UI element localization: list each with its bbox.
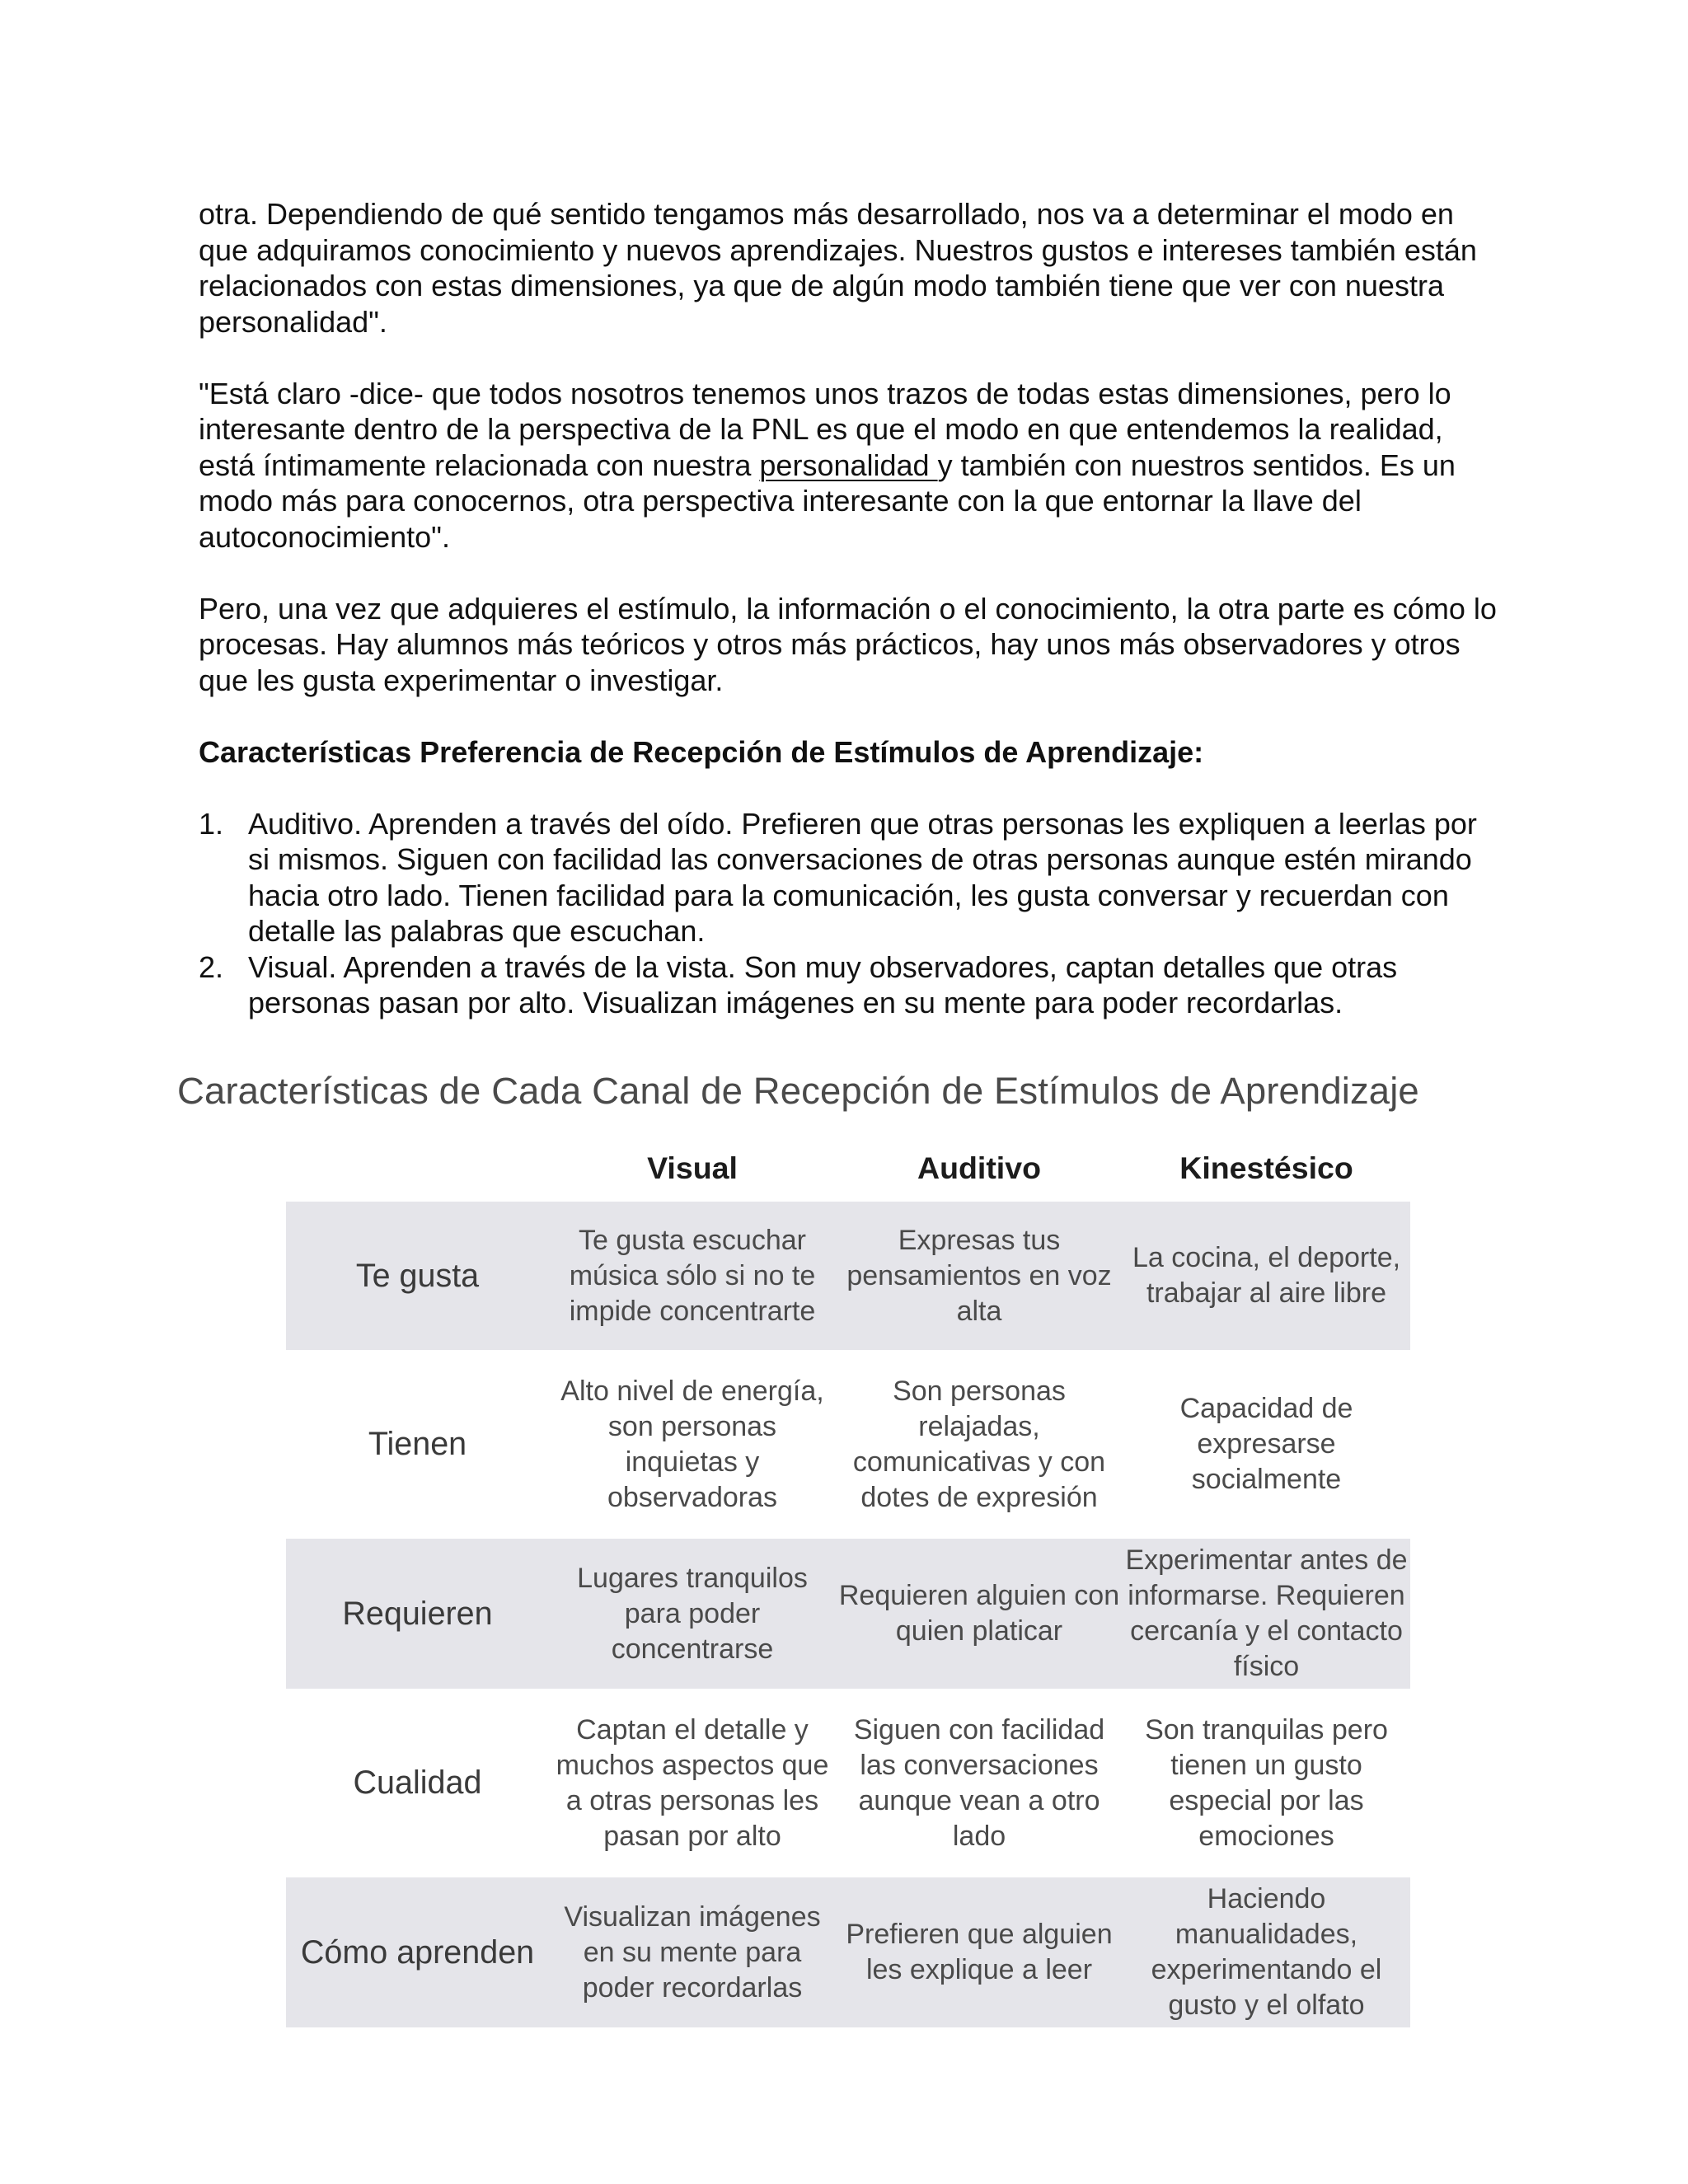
table-row [286, 1350, 1410, 1539]
table-cell: Capacidad de expresarse socialmente [1179, 1393, 1353, 1495]
column-header-kinestesico: Kinestésico [1179, 1151, 1353, 1185]
table-header-row [286, 1147, 1410, 1202]
personalidad-link[interactable]: personalidad [759, 448, 938, 482]
table-cell: Haciendo manualidades, experimentando el gusto y el olfato [1151, 1883, 1382, 2021]
section-heading: Características Preferencia de Recepción de Estímulos de Aprendizaje: [199, 734, 1204, 769]
row-label: Cualidad [353, 1765, 482, 1801]
list-number: 1. [199, 806, 224, 841]
row-label: Tienen [368, 1426, 467, 1462]
paragraph-text: y también con nuestros sentidos. Es un modo más para conocernos, otra perspectiva interesante con la que entornar la llave del autoconocimiento". [199, 448, 1456, 554]
figure-title: Características de Cada Canal de Recepción de Estímulos de Aprendizaje [177, 1070, 1419, 1112]
table-cell: Captan el detalle y muchos aspectos que a otras personas les pasan por alto [556, 1713, 829, 1852]
column-header-auditivo: Auditivo [917, 1151, 1041, 1185]
table-cell: Lugares tranquilos para poder concentrarse [577, 1562, 808, 1665]
row-label: Cómo aprenden [300, 1933, 535, 1971]
table-row [286, 1689, 1410, 1877]
document-body [199, 196, 1501, 1021]
list-item-text: Auditivo. Aprenden a través del oído. Prefieren que otras personas les expliquen a leerlas por si mismos. Siguen con facilidad las conversaciones de otras personas aunque estén mirando hacia otro lado. Tienen facilidad para la comunicación, les gusta conversar y recuerdan con detalle las palabras que escuchan. [248, 806, 1477, 948]
column-header-visual: Visual [647, 1151, 738, 1185]
row-label: Requieren [342, 1595, 493, 1632]
list-item-text: Visual. Aprenden a través de la vista. Son muy observadores, captan detalles que otras personas pasan por alto. Visualizan imágenes en su mente para poder recordarlas. [248, 949, 1398, 1019]
paragraph: otra. Dependiendo de qué sentido tengamos más desarrollado, nos va a determinar el modo en que adquiramos conocimiento y nuevos aprendizajes. Nuestros gustos e intereses también están relacionados con estas dimensiones, ya que de algún modo también tiene que ver con nuestra personalidad". [199, 197, 1477, 339]
table-cell: Son tranquilas pero tienen un gusto especial por las emociones [1145, 1713, 1388, 1852]
table-cell: Son personas relajadas, comunicativas y con dotes de expresión [852, 1375, 1106, 1513]
table-row [286, 1202, 1410, 1350]
paragraph: Pero, una vez que adquieres el estímulo, la información o el conocimiento, la otra parte es cómo lo procesas. Hay alumnos más teóricos y otros más prácticos, hay unos más observadores y otros que les gusta experimentar o investigar. [199, 591, 1497, 697]
header-corner [286, 1147, 549, 1202]
list-number: 2. [199, 949, 224, 984]
table-cell: Experimentar antes de informarse. Requieren cercanía y el contacto físico [1125, 1544, 1408, 1682]
table-cell: La cocina, el deporte, trabajar al aire libre [1132, 1242, 1401, 1309]
list-item [199, 949, 1501, 1021]
table-row [286, 1539, 1410, 1689]
paragraph-text: "Está claro -dice- que todos nosotros tenemos unos trazos de todas estas dimensiones, pero lo interesante dentro de la perspectiva de la PNL es que el modo en que entendemos la realidad, está íntimamente relacionada con nuestra [199, 376, 1451, 482]
table-cell: Te gusta escuchar música sólo si no te impide concentrarte [569, 1224, 816, 1327]
paragraph [199, 376, 1501, 555]
numbered-list [199, 806, 1501, 1021]
table-cell: Prefieren que alguien les explique a leer [846, 1919, 1113, 1985]
table-cell: Alto nivel de energía, son personas inquietas y observadoras [560, 1375, 824, 1513]
list-item [199, 806, 1501, 949]
table-cell: Visualizan imágenes en su mente para poder recordarlas [564, 1900, 821, 2004]
table-cell: Siguen con facilidad las conversaciones aunque vean a otro lado [853, 1713, 1105, 1852]
row-label: Te gusta [355, 1257, 480, 1294]
table-row [286, 1877, 1410, 2027]
channels-table [286, 1147, 1410, 2027]
table-cell: Requieren alguien con quien platicar [838, 1580, 1120, 1647]
learning-channels-figure [175, 1070, 1461, 2042]
table-cell: Expresas tus pensamientos en voz alta [846, 1224, 1112, 1327]
